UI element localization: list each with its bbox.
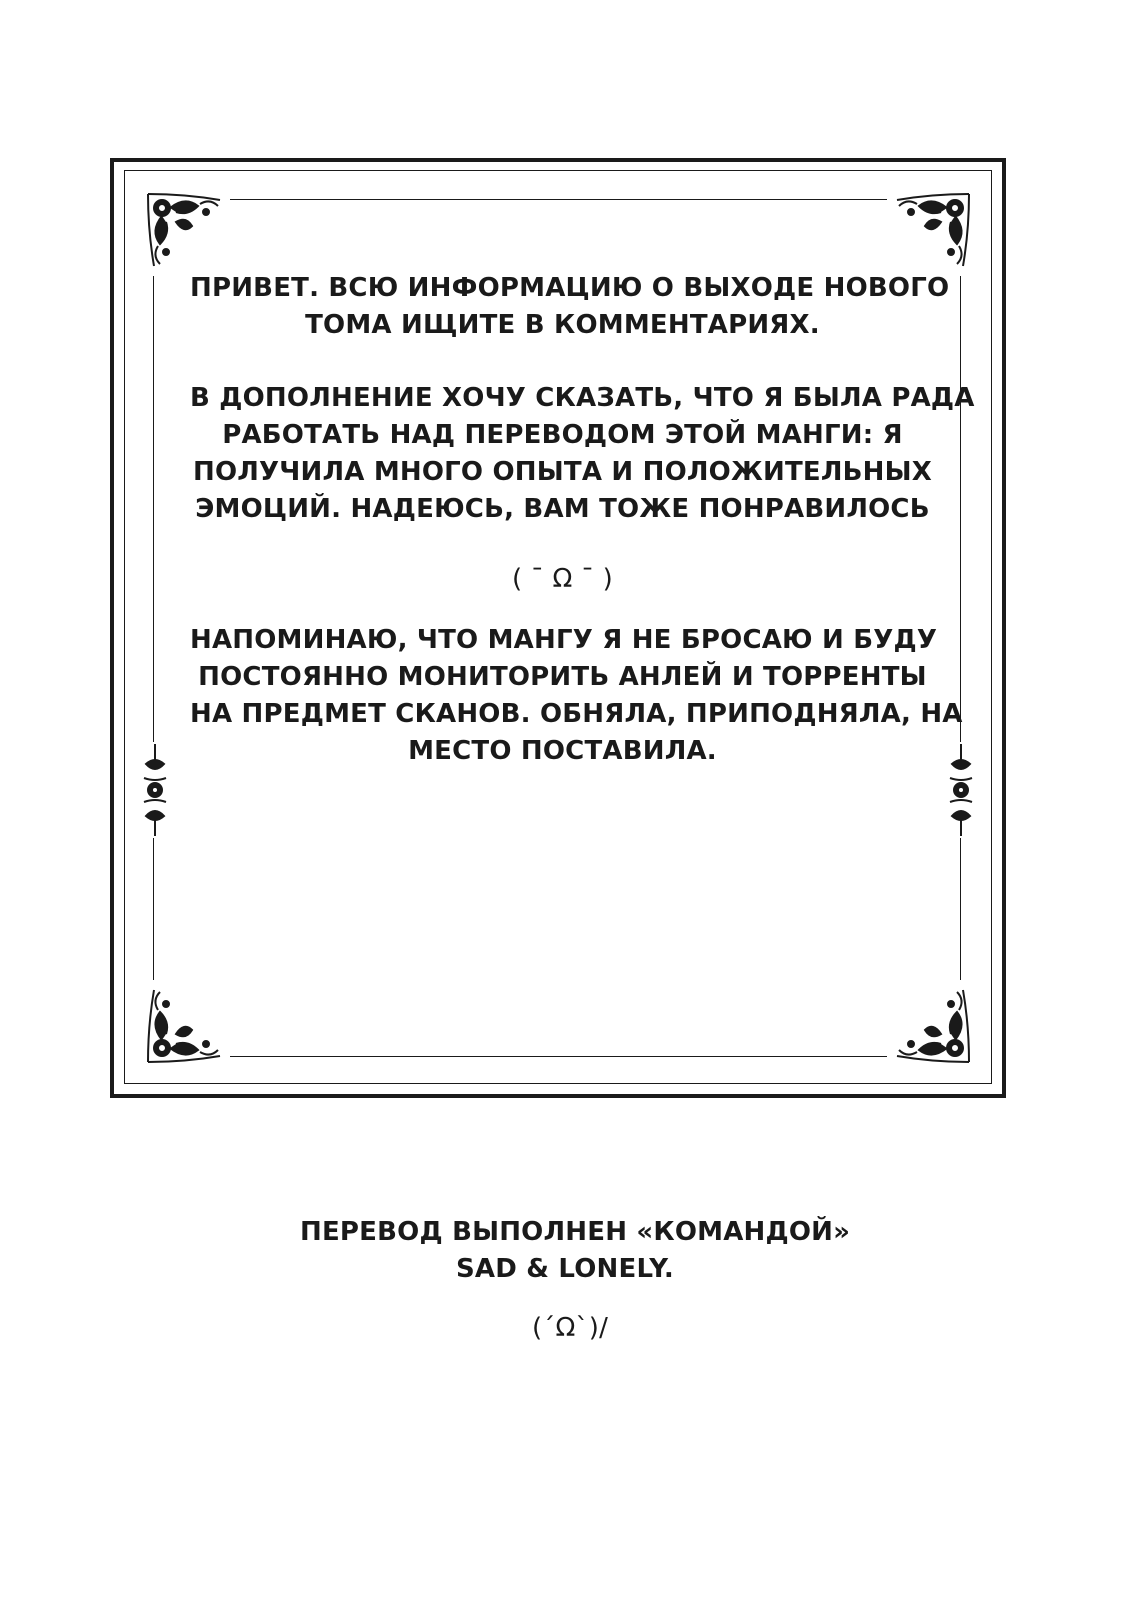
- text-line: ЭМОЦИЙ. НАДЕЮСЬ, ВАМ ТОЖЕ ПОНРАВИЛОСЬ: [195, 494, 930, 524]
- intro-paragraph: [190, 270, 950, 344]
- text-line: ПОЛУЧИЛА МНОГО ОПЫТА И ПОЛОЖИТЕЛЬНЫХ: [192, 457, 933, 487]
- corner-ornament-icon: [887, 980, 977, 1070]
- text-line: ПЕРЕВОД ВЫПОЛНЕН «КОМАНДОЙ»: [300, 1217, 851, 1247]
- text-line: ПОСТОЯННО МОНИТОРИТЬ АНЛЕЙ И ТОРРЕНТЫ: [198, 662, 927, 692]
- text-line: В ДОПОЛНЕНИЕ ХОЧУ СКАЗАТЬ, ЧТО Я БЫЛА РАДА: [190, 383, 975, 413]
- text-line: ПРИВЕТ. ВСЮ ИНФОРМАЦИЮ О ВЫХОДЕ НОВОГО: [190, 273, 950, 303]
- corner-ornament-icon: [140, 980, 230, 1070]
- side-ornament-icon: [138, 742, 172, 838]
- text-line: МЕСТО ПОСТАВИЛА.: [408, 736, 717, 766]
- thanks-paragraph: [190, 380, 975, 528]
- corner-ornament-icon: [887, 186, 977, 276]
- text-line: НА ПРЕДМЕТ СКАНОВ. ОБНЯЛА, ПРИПОДНЯЛА, НА: [190, 699, 963, 729]
- side-ornament-icon: [944, 742, 978, 838]
- emoticon-1: ( ¯ Ω ¯ ): [511, 564, 613, 594]
- credits-paragraph: [300, 1214, 851, 1288]
- corner-ornament-icon: [140, 186, 230, 276]
- text-line: ТОМА ИЩИТЕ В КОММЕНТАРИЯХ.: [305, 310, 820, 340]
- text-line: НАПОМИНАЮ, ЧТО МАНГУ Я НЕ БРОСАЮ И БУДУ: [190, 625, 938, 655]
- emoticon-2: (´Ω`)/: [531, 1313, 609, 1343]
- text-line: SAD & LONELY.: [456, 1254, 674, 1284]
- text-line: РАБОТАТЬ НАД ПЕРЕВОДОМ ЭТОЙ МАНГИ: Я: [222, 420, 903, 450]
- reminder-paragraph: [190, 622, 963, 770]
